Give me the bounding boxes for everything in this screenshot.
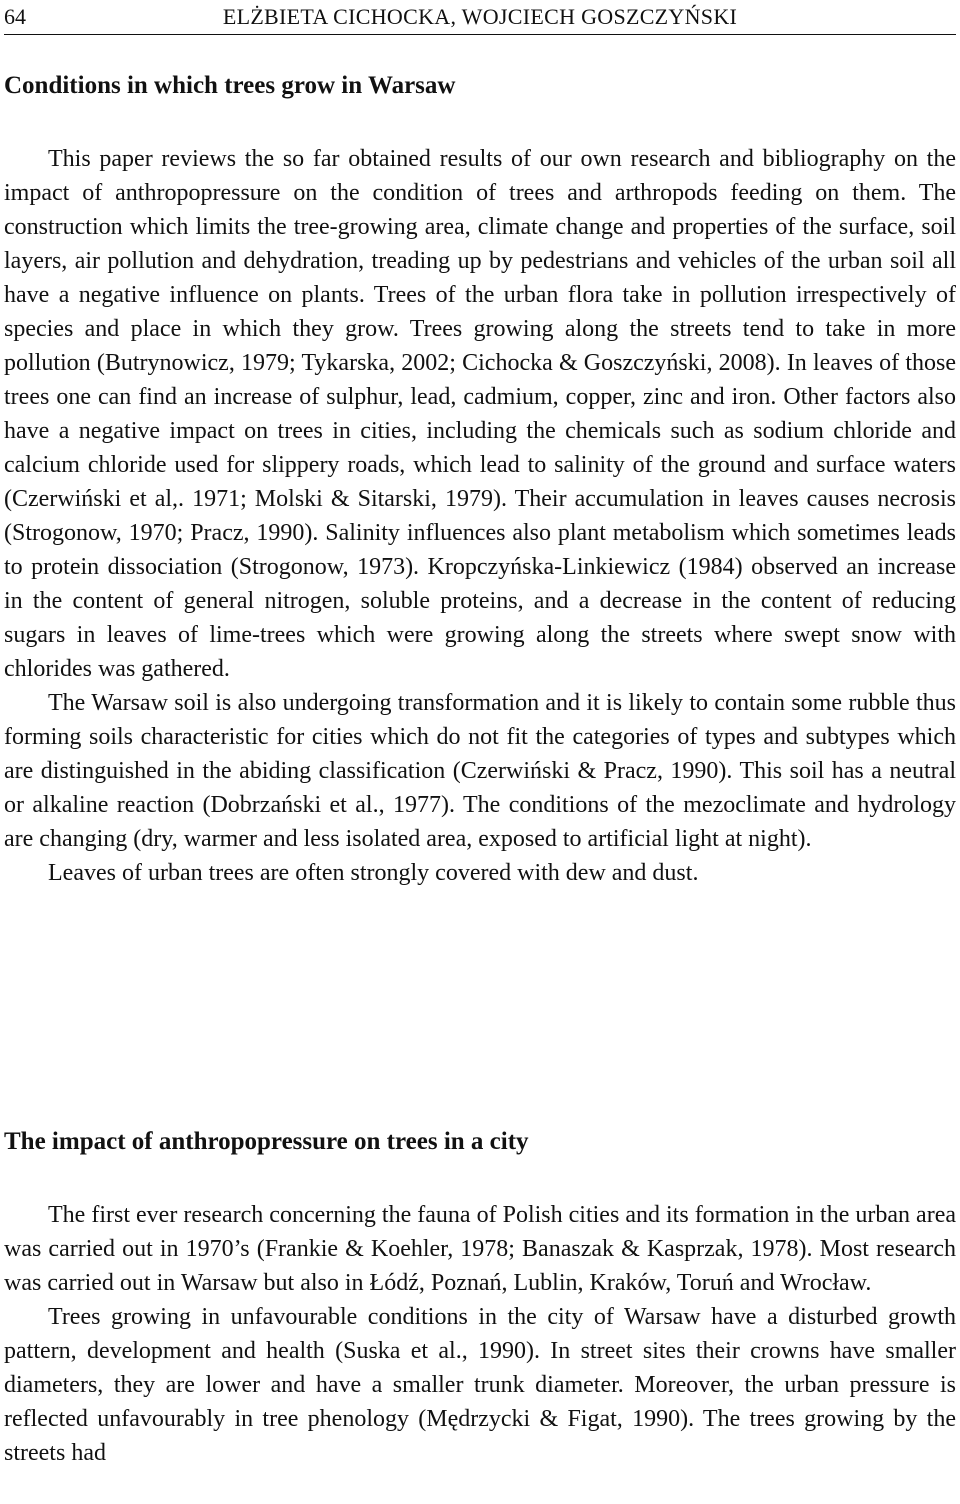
running-head [4,4,956,35]
paragraph: The Warsaw soil is also undergoing transformation and it is likely to contain some rubble thus forming soils characteristic for cities which do not fit the categories of types and subtypes which are distinguished in the abiding classification (Czerwiński & Pracz, 1990). This soil has a neutral or alkaline reaction (Dobrzański et al., 1977). The conditions of the mezoclimate and hydrology are changing (dry, warmer and less isolated area, exposed to artificial light at night). [4,690,956,852]
section-body-conditions [4,142,956,890]
paragraph: This paper reviews the so far obtained results of our own research and bibliography on the impact of anthropopressure on the condition of trees and arthropods feeding on them. The construction which limits the tree-growing area, climate change and properties of the surface, soil layers, air pollution and dehydration, treading up by pedestrians and vehicles of the urban soil all have a negative influence on plants. Trees of the urban flora take in pollution irrespectively of species and place in which they grow. Trees growing along the streets tend to take in more pollution (Butrynowicz, 1979; Tykarska, 2002; Cichocka & Goszczyński, 2008). In leaves of those trees one can find an increase of sulphur, lead, cadmium, copper, zinc and iron. Other factors also have a negative impact on trees in cities, including the chemicals such as sodium chloride and calcium chloride used for slippery roads, which lead to salinity of the ground and surface waters (Czerwiński et al,. 1971; Molski & Sitarski, 1979). Their accumulation in leaves causes necrosis (Strogonow, 1970; Pracz, 1990). Salinity influences also plant metabolism which sometimes leads to protein dissociation (Strogonow, 1973). Kropczyńska-Linkiewicz (1984) observed an increase in the content of general nitrogen, soluble proteins, and a decrease in the content of reducing sugars in leaves of lime-trees which were growing along the streets where swept snow with chlorides was gathered. [4,146,956,682]
paragraph: Leaves of urban trees are often strongly covered with dew and dust. [48,860,699,886]
section-heading-conditions: Conditions in which trees grow in Warsaw [4,72,456,99]
page-number: 64 [4,4,26,29]
paragraph: The first ever research concerning the fauna of Polish cities and its formation in the urban area was carried out in 1970’s (Frankie & Koehler, 1978; Banaszak & Kasprzak, 1978). Most research was carried out in Warsaw but also in Łódź, Poznań, Lublin, Kraków, Toruń and Wrocław. [4,1202,956,1296]
section-body-impact [4,1198,956,1470]
section-heading-impact: The impact of anthropopressure on trees in a city [4,1128,529,1155]
paragraph: Trees growing in unfavourable conditions in the city of Warsaw have a disturbed growth pattern, development and health (Suska et al., 1990). In street sites their crowns have smaller diameters, they are lower and have a smaller trunk diameter. Moreover, the urban pressure is reflected unfavourably in tree phenology (Mędrzycki & Figat, 1990). The trees growing by the streets had [4,1304,956,1466]
running-head-authors: ELŻBIETA CICHOCKA, WOJCIECH GOSZCZYŃSKI [222,4,738,29]
